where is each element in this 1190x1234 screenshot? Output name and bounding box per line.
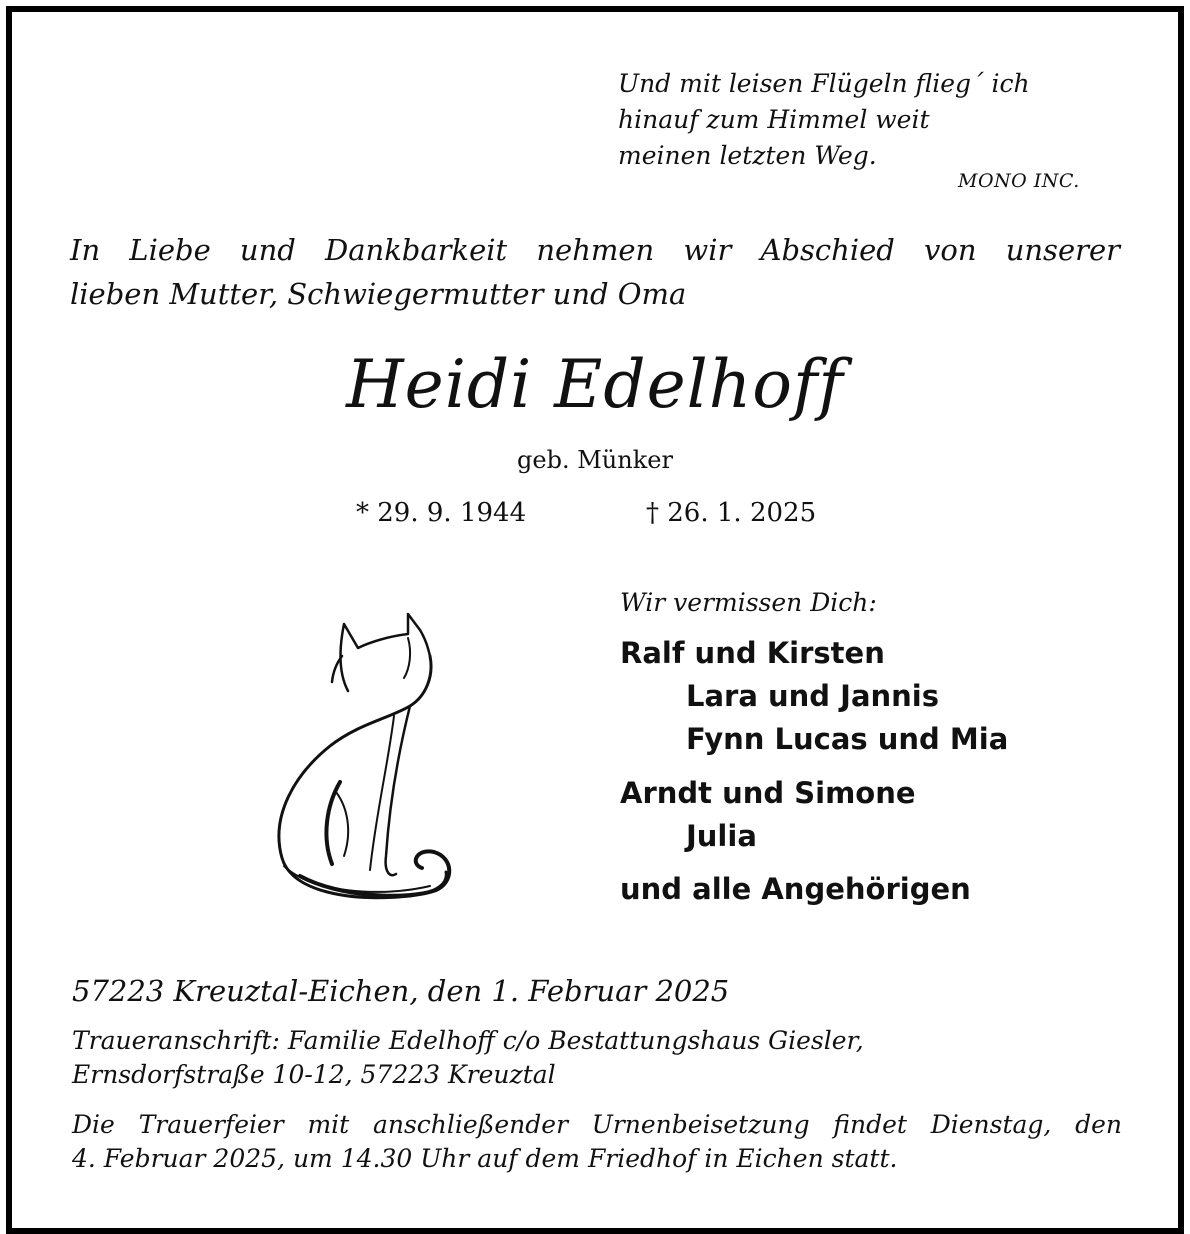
death-date: † 26. 1. 2025 (646, 498, 817, 528)
quote-block (618, 66, 1030, 174)
mourners-heading: Wir vermissen Dich: (620, 588, 877, 617)
mourner-name: Julia (686, 819, 757, 853)
mourner-name: Lara und Jannis (686, 679, 940, 713)
quote-line: meinen letzten Weg. (618, 141, 877, 170)
birth-name: geb. Münker (517, 446, 673, 474)
mourner-name: Fynn Lucas und Mia (686, 722, 1009, 756)
mourning-address (72, 1024, 1122, 1092)
address-line: Ernsdorfstraße 10-12, 57223 Kreuztal (72, 1060, 556, 1089)
mourner-name: Arndt und Simone (620, 776, 916, 810)
cat-silhouette-icon (240, 596, 530, 906)
quote-line: Und mit leisen Flügeln flieg´ ich (618, 69, 1030, 98)
place-date: 57223 Kreuztal-Eichen, den 1. Februar 2025 (72, 974, 730, 1008)
mourner-name: Ralf und Kirsten (620, 636, 885, 670)
birth-date: * 29. 9. 1944 (356, 498, 527, 528)
deceased-name: Heidi Edelhoff (346, 346, 844, 423)
address-line: Traueranschrift: Familie Edelhoff c/o Bestattungshaus Giesler, (72, 1026, 864, 1055)
ceremony-info (72, 1108, 1122, 1176)
ceremony-line: Die Trauerfeier mit anschließender Urnenbeisetzung findet Dienstag, den (72, 1110, 1122, 1139)
intro-text (70, 228, 1120, 316)
quote-author: MONO INC. (958, 170, 1080, 192)
quote-line: hinauf zum Himmel weit (618, 105, 930, 134)
intro-line: lieben Mutter, Schwiegermutter und Oma (70, 277, 687, 311)
intro-line: In Liebe und Dankbarkeit nehmen wir Abschied von unserer (70, 233, 1120, 267)
ceremony-line: 4. Februar 2025, um 14.30 Uhr auf dem Friedhof in Eichen statt. (72, 1144, 898, 1173)
mourner-name: und alle Angehörigen (620, 872, 971, 906)
